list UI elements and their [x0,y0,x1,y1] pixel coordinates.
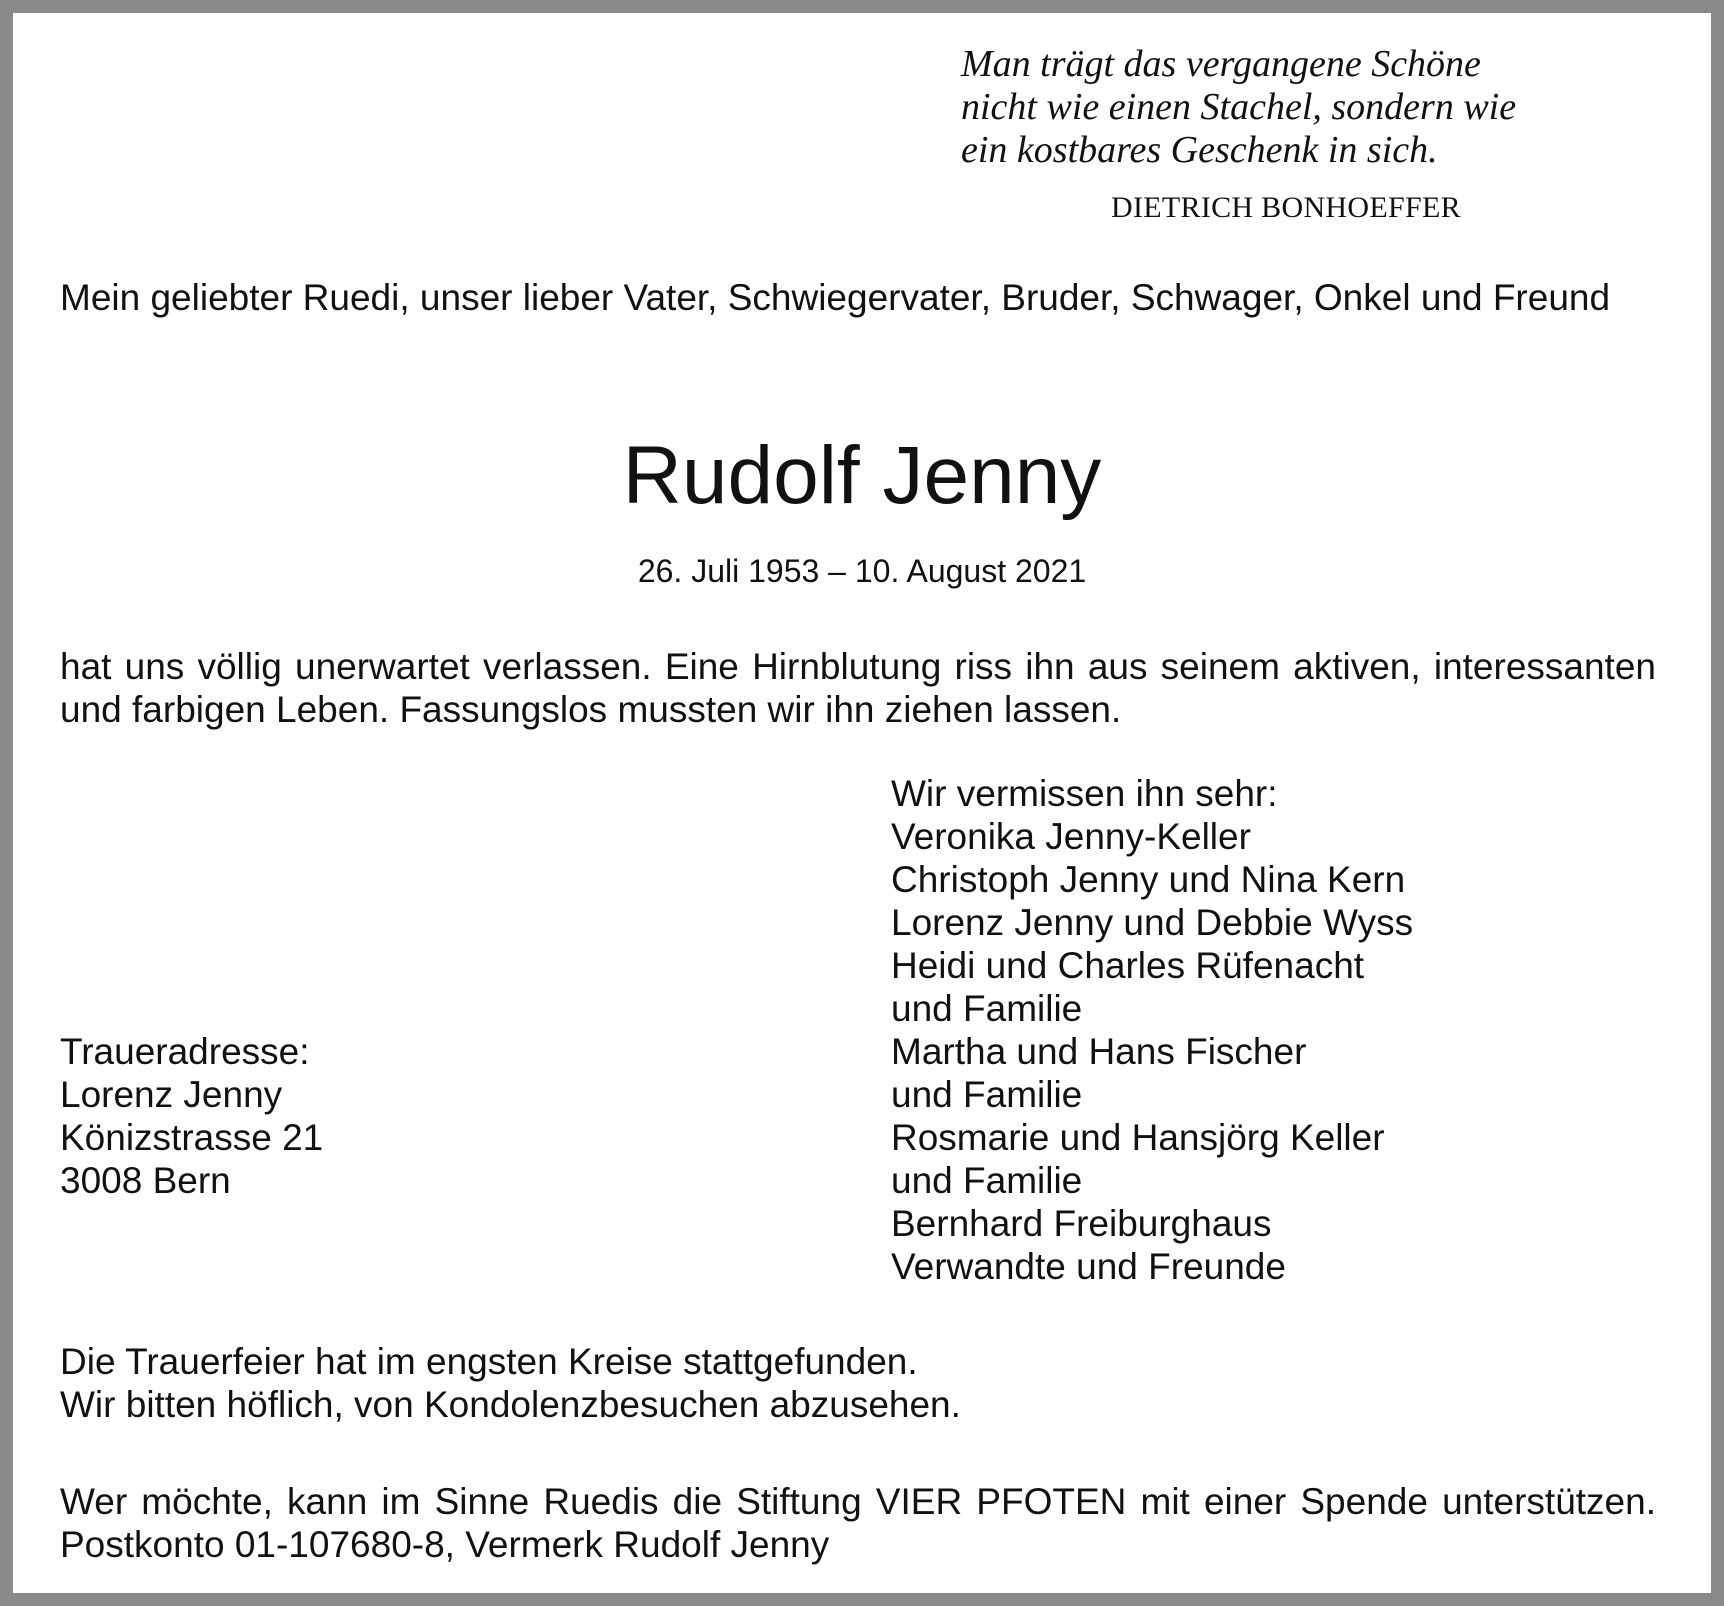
donation-note: Wer möchte, kann im Sinne Ruedis die Stiftung VIER PFOTEN mit einer Spende unterstützen. Postkonto 01-107680-8, Vermerk Rudolf Jenny [60,1481,1656,1565]
bonhoeffer-quote [961,43,1641,172]
ceremony-note [60,1340,961,1426]
address-city: 3008 Bern [60,1160,231,1201]
life-dates: 26. Juli 1953 – 10. August 2021 [637,553,1087,589]
mourner-line: und Familie [891,1160,1083,1201]
mourning-address [60,1030,323,1202]
obituary-notice [13,13,1711,1593]
mourner-line: Bernhard Freiburghaus [891,1203,1272,1244]
quote-line: nicht wie einen Stachel, sondern wie [961,86,1517,128]
mourner-line: und Familie [891,988,1083,1029]
quote-line: Man trägt das vergangene Schöne [961,43,1481,85]
message-text: hat uns völlig unerwartet verlassen. Eine Hirnblutung riss ihn aus seinem aktiven, interessanten und farbigen Leben. Fassungslos mussten wir ihn ziehen lassen. [60,646,1656,730]
address-name: Lorenz Jenny [60,1074,283,1115]
mourner-line: Heidi und Charles Rüfenacht [891,945,1365,986]
address-label: Traueradresse: [60,1031,310,1072]
mourner-line: und Familie [891,1074,1083,1115]
mourner-line: Verwandte und Freunde [891,1246,1286,1287]
address-street: Könizstrasse 21 [60,1117,324,1158]
deceased-name: Rudolf Jenny [622,430,1102,521]
mourner-line: Martha und Hans Fischer [891,1031,1307,1072]
ceremony-line: Die Trauerfeier hat im engsten Kreise stattgefunden. [60,1341,918,1382]
quote-line: ein kostbares Geschenk in sich. [961,129,1438,171]
mourners-heading: Wir vermissen ihn sehr: [891,773,1278,814]
intro-text: Mein geliebter Ruedi, unser lieber Vater, Schwiegervater, Bruder, Schwager, Onkel und Freund [60,277,1611,318]
mourner-line: Christoph Jenny und Nina Kern [891,859,1406,900]
mourner-line: Veronika Jenny-Keller [891,816,1251,857]
mourner-line: Lorenz Jenny und Debbie Wyss [891,902,1414,943]
mourner-line: Rosmarie und Hansjörg Keller [891,1117,1385,1158]
quote-author: DIETRICH BONHOEFFER [1111,191,1461,224]
ceremony-line: Wir bitten höflich, von Kondolenzbesuchen abzusehen. [60,1384,961,1425]
mourners-list [891,772,1413,1288]
